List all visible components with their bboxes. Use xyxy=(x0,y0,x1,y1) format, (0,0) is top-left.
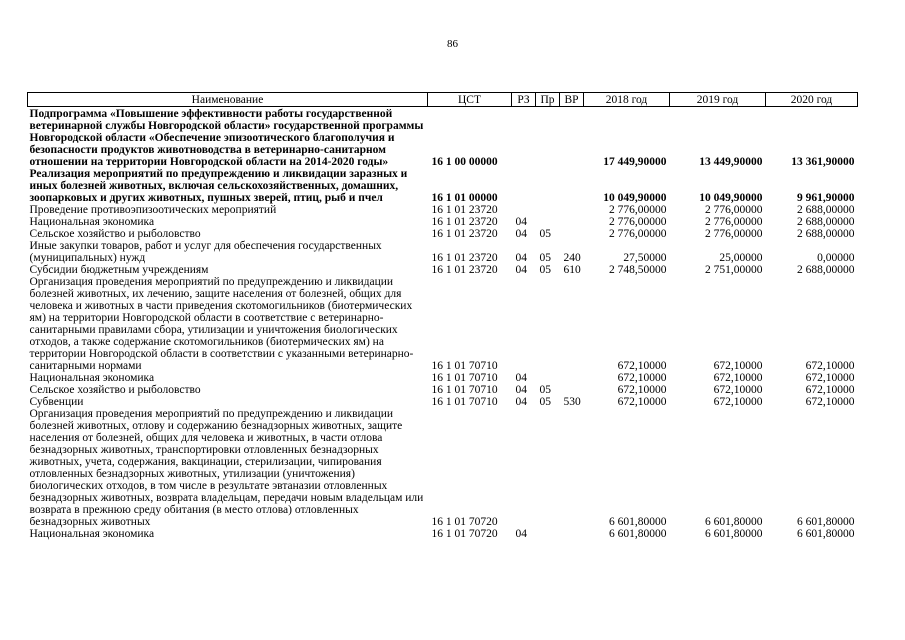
row-2018: 672,10000 xyxy=(617,372,667,384)
row-rz: 04 xyxy=(515,216,527,228)
row-name: Субсидии бюджетным учреждениям xyxy=(29,264,209,276)
row-cst: 16 1 01 70710 xyxy=(431,372,498,384)
row-2020: 6 601,80000 xyxy=(797,528,855,540)
row-name: Сельское хозяйство и рыболовство xyxy=(29,384,201,396)
row-pr: 05 xyxy=(539,384,551,396)
row-cst: 16 1 01 70710 xyxy=(431,396,498,408)
row-pr xyxy=(536,107,560,169)
row-rz xyxy=(512,168,536,204)
row-2020: 2 688,00000 xyxy=(797,204,855,216)
row-pr: 05 xyxy=(539,264,551,276)
table-row xyxy=(28,408,858,528)
table-body xyxy=(28,107,858,541)
table-row xyxy=(28,396,858,408)
row-vr: 530 xyxy=(563,396,581,408)
row-2018: 2 776,00000 xyxy=(609,216,667,228)
row-2019: 672,10000 xyxy=(713,396,763,408)
row-2018: 672,10000 xyxy=(617,384,667,396)
row-2020: 0,00000 xyxy=(817,252,855,264)
row-2020: 672,10000 xyxy=(805,396,855,408)
header-2018: 2018 год xyxy=(584,93,670,107)
table-row xyxy=(28,528,858,540)
row-name: Национальная экономика xyxy=(29,216,155,228)
row-name: Субвенции xyxy=(29,396,84,408)
row-2018: 2 748,50000 xyxy=(609,264,667,276)
row-2018: 27,50000 xyxy=(623,252,667,264)
row-2020: 9 961,90000 xyxy=(797,192,855,204)
row-cst: 16 1 01 23720 xyxy=(431,252,498,264)
row-name: Иные закупки товаров, работ и услуг для обеспечения государственных (муниципальных) нужд xyxy=(29,240,382,264)
row-cst: 16 1 01 23720 xyxy=(431,204,498,216)
header-2019: 2019 год xyxy=(670,93,766,107)
header-rz: РЗ xyxy=(512,93,536,107)
table-row xyxy=(28,276,858,372)
row-2019: 2 776,00000 xyxy=(705,216,763,228)
row-vr xyxy=(560,228,584,240)
row-vr xyxy=(560,384,584,396)
table-row xyxy=(28,264,858,276)
row-rz xyxy=(512,408,536,528)
row-pr xyxy=(536,216,560,228)
row-cst: 16 1 01 23720 xyxy=(431,264,498,276)
row-2019: 2 776,00000 xyxy=(705,204,763,216)
row-pr xyxy=(536,168,560,204)
row-cst: 16 1 01 70720 xyxy=(431,516,498,528)
header-cst: ЦСТ xyxy=(428,93,512,107)
row-name: Национальная экономика xyxy=(29,372,155,384)
row-2019: 25,00000 xyxy=(719,252,763,264)
row-cst: 16 1 00 00000 xyxy=(431,156,498,168)
row-2020: 672,10000 xyxy=(805,360,855,372)
row-rz xyxy=(512,107,536,169)
row-2019: 13 449,90000 xyxy=(699,156,763,168)
row-pr: 05 xyxy=(539,396,551,408)
row-2019: 672,10000 xyxy=(713,360,763,372)
row-vr: 610 xyxy=(563,264,581,276)
row-2019: 2 751,00000 xyxy=(705,264,763,276)
row-rz: 04 xyxy=(515,228,527,240)
row-cst: 16 1 01 70710 xyxy=(431,384,498,396)
row-rz: 04 xyxy=(515,384,527,396)
row-2019: 6 601,80000 xyxy=(705,528,763,540)
row-vr xyxy=(560,372,584,384)
table-row xyxy=(28,372,858,384)
row-rz: 04 xyxy=(515,528,527,540)
row-cst: 16 1 01 70710 xyxy=(431,360,498,372)
table-row xyxy=(28,107,858,169)
page-number: 86 xyxy=(447,38,458,50)
row-2018: 672,10000 xyxy=(617,396,667,408)
row-2019: 10 049,90000 xyxy=(699,192,763,204)
table-row xyxy=(28,228,858,240)
row-2020: 672,10000 xyxy=(805,372,855,384)
row-2020: 672,10000 xyxy=(805,384,855,396)
row-cst: 16 1 01 00000 xyxy=(431,192,498,204)
row-name: Организация проведения мероприятий по предупреждению и ликвидации болезней животных, отлову и содержанию безнадзорных животных, защите населения от болезней, общих для человека и животных, в части отлова безнадзорных животных, транспортировки отловленных безнадзорных животных, учета, содержания, вакцинации, стерилизации, чипирования отловленных безнадзорных животных, утилизации (уничтожения) биологических отходов, в том числе в результате эвтаназии отловленных безнадзорных животных, возврата владельцам, передачи новым владельцам или возврата в прежнюю среду обитания (в место отлова) отловленных безнадзорных животных xyxy=(29,408,424,528)
row-rz: 04 xyxy=(515,396,527,408)
row-vr xyxy=(560,107,584,169)
row-name: Реализация мероприятий по предупреждению и ликвидации заразных и иных болезней животных, включая сельскохозяйственных, домашних, зоопарковых и других животных, пушных зверей, птиц, рыб и пчел xyxy=(29,168,408,204)
row-2020: 13 361,90000 xyxy=(791,156,855,168)
row-2019: 2 776,00000 xyxy=(705,228,763,240)
row-vr xyxy=(560,528,584,540)
row-pr: 05 xyxy=(539,252,551,264)
row-2018: 17 449,90000 xyxy=(603,156,667,168)
header-2020: 2020 год xyxy=(766,93,858,107)
row-vr xyxy=(560,276,584,372)
row-name: Сельское хозяйство и рыболовство xyxy=(29,228,201,240)
row-2018: 672,10000 xyxy=(617,360,667,372)
row-rz: 04 xyxy=(515,252,527,264)
row-rz: 04 xyxy=(515,372,527,384)
row-rz xyxy=(512,276,536,372)
row-cst: 16 1 01 23720 xyxy=(431,216,498,228)
row-rz: 04 xyxy=(515,264,527,276)
row-name: Подпрограмма «Повышение эффективности работы государственной ветеринарной службы Новгородской области» государственной программы Новгородской области «Обеспечение эпизоотического благополучия и безопасности продуктов животноводства в ветеринарно-санитарном отношении на территории Новгородской области на 2014-2020 годы» xyxy=(29,108,424,168)
row-2018: 10 049,90000 xyxy=(603,192,667,204)
row-pr xyxy=(536,276,560,372)
row-cst: 16 1 01 70720 xyxy=(431,528,498,540)
table-row xyxy=(28,168,858,204)
header-row xyxy=(28,93,858,107)
row-pr xyxy=(536,372,560,384)
header-vr: ВР xyxy=(560,93,584,107)
header-name: Наименование xyxy=(28,93,428,107)
row-2019: 672,10000 xyxy=(713,372,763,384)
table-row xyxy=(28,384,858,396)
row-vr xyxy=(560,168,584,204)
row-vr xyxy=(560,408,584,528)
row-2020: 2 688,00000 xyxy=(797,228,855,240)
row-2019: 6 601,80000 xyxy=(705,516,763,528)
row-pr: 05 xyxy=(539,228,551,240)
row-pr xyxy=(536,408,560,528)
row-2020: 2 688,00000 xyxy=(797,264,855,276)
row-name: Национальная экономика xyxy=(29,528,155,540)
row-vr xyxy=(560,204,584,216)
row-pr xyxy=(536,204,560,216)
row-2019: 672,10000 xyxy=(713,384,763,396)
row-2020: 6 601,80000 xyxy=(797,516,855,528)
budget-table xyxy=(27,92,858,540)
row-2018: 2 776,00000 xyxy=(609,228,667,240)
row-name: Проведение противоэпизоотических мероприятий xyxy=(29,204,277,216)
row-cst: 16 1 01 23720 xyxy=(431,228,498,240)
row-vr xyxy=(560,216,584,228)
row-vr: 240 xyxy=(563,252,581,264)
row-2020: 2 688,00000 xyxy=(797,216,855,228)
row-rz xyxy=(512,204,536,216)
table-row xyxy=(28,240,858,264)
table-row xyxy=(28,204,858,216)
row-2018: 2 776,00000 xyxy=(609,204,667,216)
row-2018: 6 601,80000 xyxy=(609,528,667,540)
row-name: Организация проведения мероприятий по предупреждению и ликвидации болезней животных, их лечению, защите населения от болезней, общих для человека и животных в части приведения скотомогильников (биотермических ям) на территории Новгородской области в соответствие с ветеринарно-санитарными правилами сбора, утилизации и уничтожения биологических отходов, а также содержание скотомогильников (биотермических ям) на территории Новгородской области в соответствии с указанными ветеринарно-санитарными нормами xyxy=(29,276,414,372)
header-pr: Пр xyxy=(536,93,560,107)
row-2018: 6 601,80000 xyxy=(609,516,667,528)
row-pr xyxy=(536,528,560,540)
table-row xyxy=(28,216,858,228)
